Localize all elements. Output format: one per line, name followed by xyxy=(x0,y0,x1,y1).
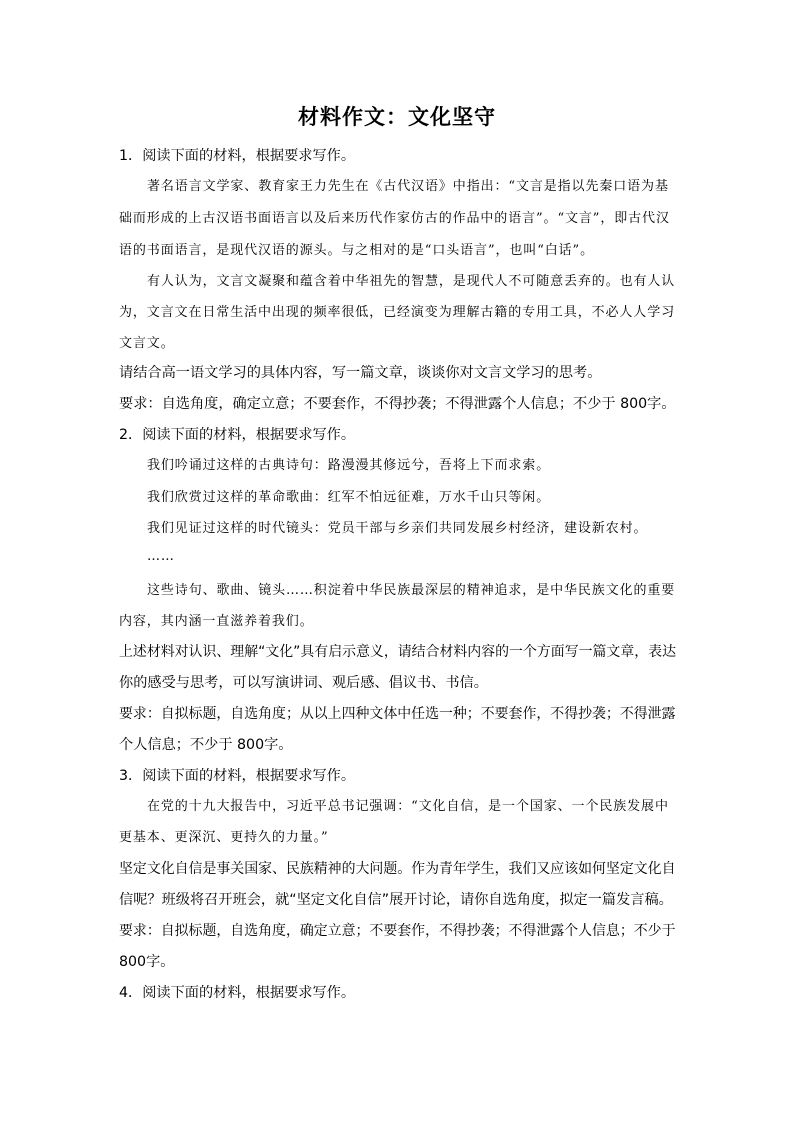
q1-material-line: 础而形成的上古汉语书面语言以及后来历代作家仿古的作品中的语言”。“文言”，即古代汉 xyxy=(119,211,670,226)
q2-prompt: 你的感受与思考，可以写演讲词、观后感、倡议书、书信。 xyxy=(119,675,488,691)
q1-prompt: 请结合高一语文学习的具体内容，写一篇文章，谈谈你对文言文学习的思考。 xyxy=(119,365,602,381)
q2-material-line: 我们吟诵过这样的古典诗句：路漫漫其修远兮，吾将上下而求索。 xyxy=(147,458,551,473)
q2-ellipsis: …… xyxy=(147,549,175,564)
q1-material-line: 为，文言文在日常生活中出现的频率很低，已经演变为理解古籍的专用工具，不必人人学习 xyxy=(119,305,676,320)
question-4-heading: 4．阅读下面的材料，根据要求写作。 xyxy=(119,985,356,1001)
q2-requirements: 个人信息；不少于 800字。 xyxy=(119,737,293,753)
q1-material-line: 语的书面语言，是现代汉语的源头。与之相对的是“口头语言”，也叫“白话”。 xyxy=(119,243,594,258)
q2-prompt: 上述材料对认识、理解“文化”具有启示意义，请结合材料内容的一个方面写一篇文章，表达 xyxy=(119,644,676,660)
question-3-heading: 3．阅读下面的材料，根据要求写作。 xyxy=(119,768,356,784)
q3-prompt: 坚定文化自信是事关国家、民族精神的大问题。作为青年学生，我们又应该如何坚定文化自 xyxy=(119,861,676,877)
q3-prompt: 信呢？班级将召开班会，就“坚定文化自信”展开讨论，请你自选角度，拟定一篇发言稿。 xyxy=(119,892,673,908)
q3-material-line: 更基本、更深沉、更持久的力量。” xyxy=(119,830,329,845)
q1-requirements: 要求：自选角度，确定立意；不要套作，不得抄袭；不得泄露个人信息；不少于 800字。 xyxy=(119,396,676,412)
q1-material-line: 著名语言文学家、教育家王力先生在《古代汉语》中指出：“文言是指以先秦口语为基 xyxy=(147,179,669,194)
q1-material-line: 有人认为，文言文凝聚和蕴含着中华祖先的智慧，是现代人不可随意丢弃的。也有人认 xyxy=(147,274,676,289)
document-title: 材料作文：文化坚守 xyxy=(298,105,496,129)
q2-material-line: 内容，其内涵一直滋养着我们。 xyxy=(119,614,314,629)
q1-material-line: 文言文。 xyxy=(119,336,175,351)
q3-material-line: 在党的十九大报告中，习近平总书记强调：“文化自信，是一个国家、一个民族发展中 xyxy=(147,799,669,814)
question-1-heading: 1．阅读下面的材料，根据要求写作。 xyxy=(119,148,356,164)
question-2-heading: 2．阅读下面的材料，根据要求写作。 xyxy=(119,427,356,443)
q2-requirements: 要求：自拟标题，自选角度；从以上四种文体中任选一种；不要套作，不得抄袭；不得泄露 xyxy=(119,706,676,722)
q2-material-line: 我们欣赏过这样的革命歌曲：红军不怕远征难，万水千山只等闲。 xyxy=(147,490,551,505)
q3-requirements: 800字。 xyxy=(119,954,175,970)
q2-material-line: 我们见证过这样的时代镜头：党员干部与乡亲们共同发展乡村经济，建设新农村。 xyxy=(147,521,648,536)
q2-material-line: 这些诗句、歌曲、镜头……积淀着中华民族最深层的精神追求，是中华民族文化的重要 xyxy=(147,583,676,598)
q3-requirements: 要求：自拟标题，自选角度，确定立意；不要套作，不得抄袭；不得泄露个人信息；不少于 xyxy=(119,923,676,939)
